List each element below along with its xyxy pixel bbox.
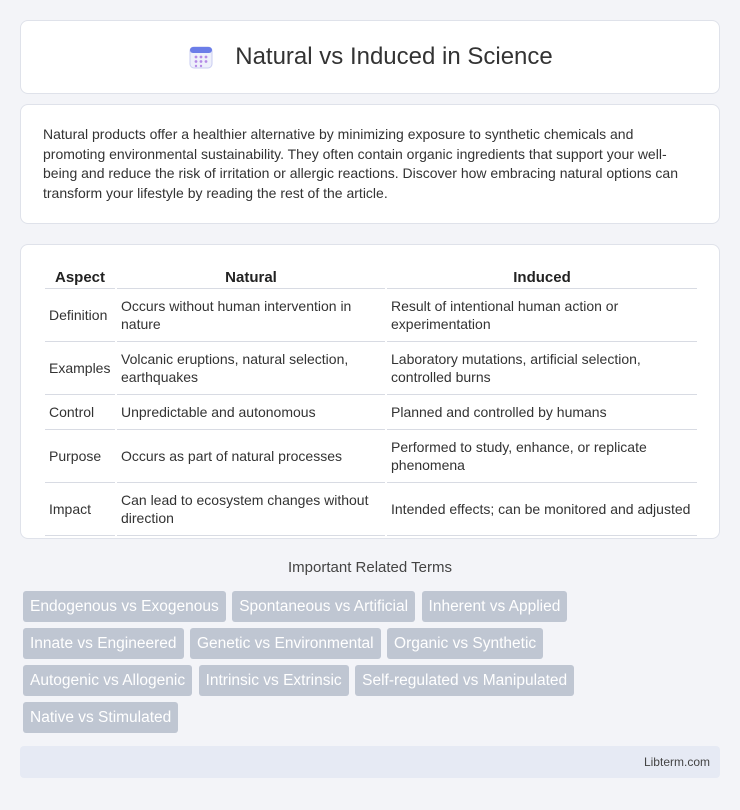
table-cell: Control [45,395,115,430]
page-title: Natural vs Induced in Science [235,43,553,70]
related-term-tag[interactable]: Intrinsic vs Extrinsic [199,665,349,696]
table-cell: Definition [45,289,115,342]
table-row [45,483,697,536]
header-card [20,20,720,94]
table-cell: Occurs as part of natural processes [117,430,385,483]
column-header-induced: Induced [387,265,697,289]
table-row [45,395,697,430]
table-cell: Result of intentional human action or experimentation [387,289,697,342]
table-cell: Laboratory mutations, artificial selection, controlled burns [387,342,697,395]
comparison-table-card [20,244,720,539]
calendar-icon [187,43,215,71]
column-header-aspect: Aspect [45,265,115,289]
related-terms-title: Important Related Terms [288,559,452,576]
related-term-tag[interactable]: Autogenic vs Allogenic [23,665,192,696]
table-row [45,289,697,342]
comparison-table [43,265,699,536]
table-cell: Performed to study, enhance, or replicate phenomena [387,430,697,483]
related-term-tag[interactable]: Endogenous vs Exogenous [23,591,226,622]
footer [20,746,720,778]
column-header-natural: Natural [117,265,385,289]
related-term-tag[interactable]: Spontaneous vs Artificial [232,591,415,622]
related-term-tag[interactable]: Native vs Stimulated [23,702,178,733]
table-cell: Purpose [45,430,115,483]
intro-card [20,104,720,224]
related-terms-list [23,591,723,739]
related-term-tag[interactable]: Organic vs Synthetic [387,628,543,659]
related-term-tag[interactable]: Genetic vs Environmental [190,628,381,659]
table-cell: Volcanic eruptions, natural selection, earthquakes [117,342,385,395]
table-row [45,342,697,395]
table-header-row [45,265,697,289]
footer-site-link[interactable]: Libterm.com [643,755,710,769]
table-cell: Occurs without human intervention in nature [117,289,385,342]
table-cell: Impact [45,483,115,536]
table-cell: Intended effects; can be monitored and adjusted [387,483,697,536]
related-term-tag[interactable]: Inherent vs Applied [422,591,568,622]
table-cell: Planned and controlled by humans [387,395,697,430]
intro-text: Natural products offer a healthier alternative by minimizing exposure to synthetic chemicals and promoting environmental sustainability. They often contain organic ingredients that support your well-being and reduce the risk of irritation or allergic reactions. Discover how embracing natural options can transform your lifestyle by reading the rest of the article. [43,126,678,201]
table-cell: Can lead to ecosystem changes without direction [117,483,385,536]
table-cell: Examples [45,342,115,395]
related-term-tag[interactable]: Innate vs Engineered [23,628,184,659]
table-cell: Unpredictable and autonomous [117,395,385,430]
table-row [45,430,697,483]
related-term-tag[interactable]: Self-regulated vs Manipulated [355,665,574,696]
